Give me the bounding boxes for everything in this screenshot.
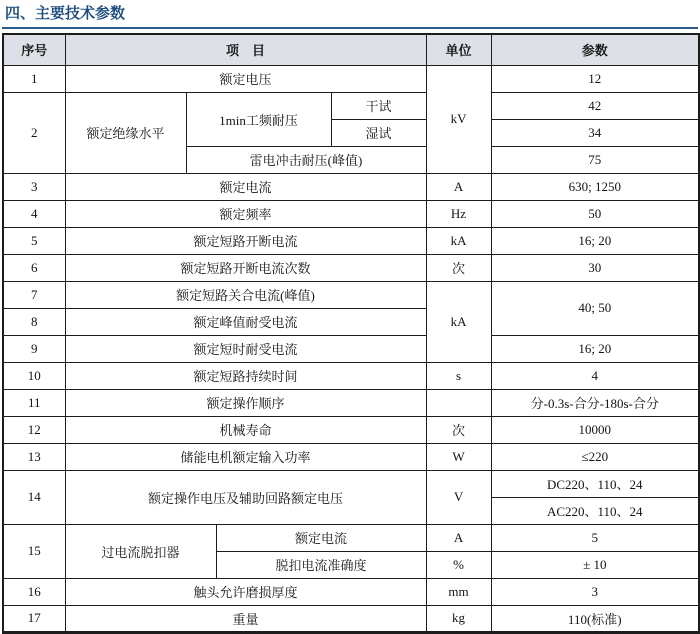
row16-item: 触头允许磨损厚度 bbox=[65, 578, 426, 605]
table-row bbox=[3, 227, 699, 254]
spec-table bbox=[2, 33, 700, 634]
row1-2-unit: kV bbox=[426, 65, 491, 173]
row15-unit-rated: A bbox=[426, 524, 491, 551]
row6-no: 6 bbox=[3, 254, 65, 281]
row2-sub-impulse: 雷电冲击耐压(峰值) bbox=[186, 146, 426, 173]
row15-no: 15 bbox=[3, 524, 65, 578]
table-row bbox=[3, 281, 699, 308]
table-row bbox=[3, 470, 699, 497]
row4-param: 50 bbox=[491, 200, 699, 227]
row2-param-impulse: 75 bbox=[491, 146, 699, 173]
header-item: 项 目 bbox=[65, 34, 426, 65]
header-unit: 单位 bbox=[426, 34, 491, 65]
table-row bbox=[3, 578, 699, 605]
row2-sub-freq: 1min工频耐压 bbox=[186, 92, 331, 146]
row6-param: 30 bbox=[491, 254, 699, 281]
row15-unit-accuracy: % bbox=[426, 551, 491, 578]
row12-param: 10000 bbox=[491, 416, 699, 443]
row14-no: 14 bbox=[3, 470, 65, 524]
table-row bbox=[3, 173, 699, 200]
row17-no: 17 bbox=[3, 605, 65, 632]
row8-no: 8 bbox=[3, 308, 65, 335]
row6-unit: 次 bbox=[426, 254, 491, 281]
row5-no: 5 bbox=[3, 227, 65, 254]
row12-unit: 次 bbox=[426, 416, 491, 443]
row5-item: 额定短路开断电流 bbox=[65, 227, 426, 254]
row3-no: 3 bbox=[3, 173, 65, 200]
row16-unit: mm bbox=[426, 578, 491, 605]
row2-no: 2 bbox=[3, 92, 65, 173]
table-row bbox=[3, 362, 699, 389]
row5-param: 16; 20 bbox=[491, 227, 699, 254]
row9-item: 额定短时耐受电流 bbox=[65, 335, 426, 362]
row15-sub-accuracy: 脱扣电流准确度 bbox=[216, 551, 426, 578]
row3-unit: A bbox=[426, 173, 491, 200]
row6-item: 额定短路开断电流次数 bbox=[65, 254, 426, 281]
row9-no: 9 bbox=[3, 335, 65, 362]
row16-param: 3 bbox=[491, 578, 699, 605]
row16-no: 16 bbox=[3, 578, 65, 605]
row10-no: 10 bbox=[3, 362, 65, 389]
table-row bbox=[3, 65, 699, 92]
header-no: 序号 bbox=[3, 34, 65, 65]
row14-item: 额定操作电压及辅助回路额定电压 bbox=[65, 470, 426, 524]
row15-item: 过电流脱扣器 bbox=[65, 524, 216, 578]
table-row bbox=[3, 524, 699, 551]
row11-no: 11 bbox=[3, 389, 65, 416]
row3-item: 额定电流 bbox=[65, 173, 426, 200]
row14-unit: V bbox=[426, 470, 491, 524]
row11-unit bbox=[426, 389, 491, 416]
row13-unit: W bbox=[426, 443, 491, 470]
row1-param: 12 bbox=[491, 65, 699, 92]
row14-param-dc: DC220、110、24 bbox=[491, 470, 699, 497]
table-row bbox=[3, 389, 699, 416]
row5-unit: kA bbox=[426, 227, 491, 254]
row17-unit: kg bbox=[426, 605, 491, 632]
row7-8-param: 40; 50 bbox=[491, 281, 699, 335]
section-title: 四、主要技术参数 bbox=[2, 3, 698, 29]
row15-sub-rated: 额定电流 bbox=[216, 524, 426, 551]
row10-item: 额定短路持续时间 bbox=[65, 362, 426, 389]
table-row bbox=[3, 254, 699, 281]
row2-sub-wet: 湿试 bbox=[331, 119, 426, 146]
row4-no: 4 bbox=[3, 200, 65, 227]
row13-param: ≤220 bbox=[491, 443, 699, 470]
row10-unit: s bbox=[426, 362, 491, 389]
row1-no: 1 bbox=[3, 65, 65, 92]
header-param: 参数 bbox=[491, 34, 699, 65]
row2-sub-dry: 干试 bbox=[331, 92, 426, 119]
row1-item: 额定电压 bbox=[65, 65, 426, 92]
row12-item: 机械寿命 bbox=[65, 416, 426, 443]
row3-param: 630; 1250 bbox=[491, 173, 699, 200]
row2-param-wet: 34 bbox=[491, 119, 699, 146]
row13-item: 储能电机额定输入功率 bbox=[65, 443, 426, 470]
row13-no: 13 bbox=[3, 443, 65, 470]
row10-param: 4 bbox=[491, 362, 699, 389]
row17-item: 重量 bbox=[65, 605, 426, 632]
row15-param-accuracy: ± 10 bbox=[491, 551, 699, 578]
table-row bbox=[3, 416, 699, 443]
row15-param-rated: 5 bbox=[491, 524, 699, 551]
row14-param-ac: AC220、110、24 bbox=[491, 497, 699, 524]
row11-item: 额定操作顺序 bbox=[65, 389, 426, 416]
row12-no: 12 bbox=[3, 416, 65, 443]
row2-item: 额定绝缘水平 bbox=[65, 92, 186, 173]
table-row bbox=[3, 200, 699, 227]
table-row bbox=[3, 443, 699, 470]
row8-item: 额定峰值耐受电流 bbox=[65, 308, 426, 335]
row11-param: 分-0.3s-合分-180s-合分 bbox=[491, 389, 699, 416]
table-row bbox=[3, 92, 699, 119]
row7-9-unit: kA bbox=[426, 281, 491, 362]
row7-item: 额定短路关合电流(峰值) bbox=[65, 281, 426, 308]
row4-item: 额定频率 bbox=[65, 200, 426, 227]
table-row bbox=[3, 605, 699, 632]
row7-no: 7 bbox=[3, 281, 65, 308]
row17-param: 110(标准) bbox=[491, 605, 699, 632]
row2-param-dry: 42 bbox=[491, 92, 699, 119]
header-row bbox=[3, 34, 699, 65]
row9-param: 16; 20 bbox=[491, 335, 699, 362]
row4-unit: Hz bbox=[426, 200, 491, 227]
table-row bbox=[3, 335, 699, 362]
